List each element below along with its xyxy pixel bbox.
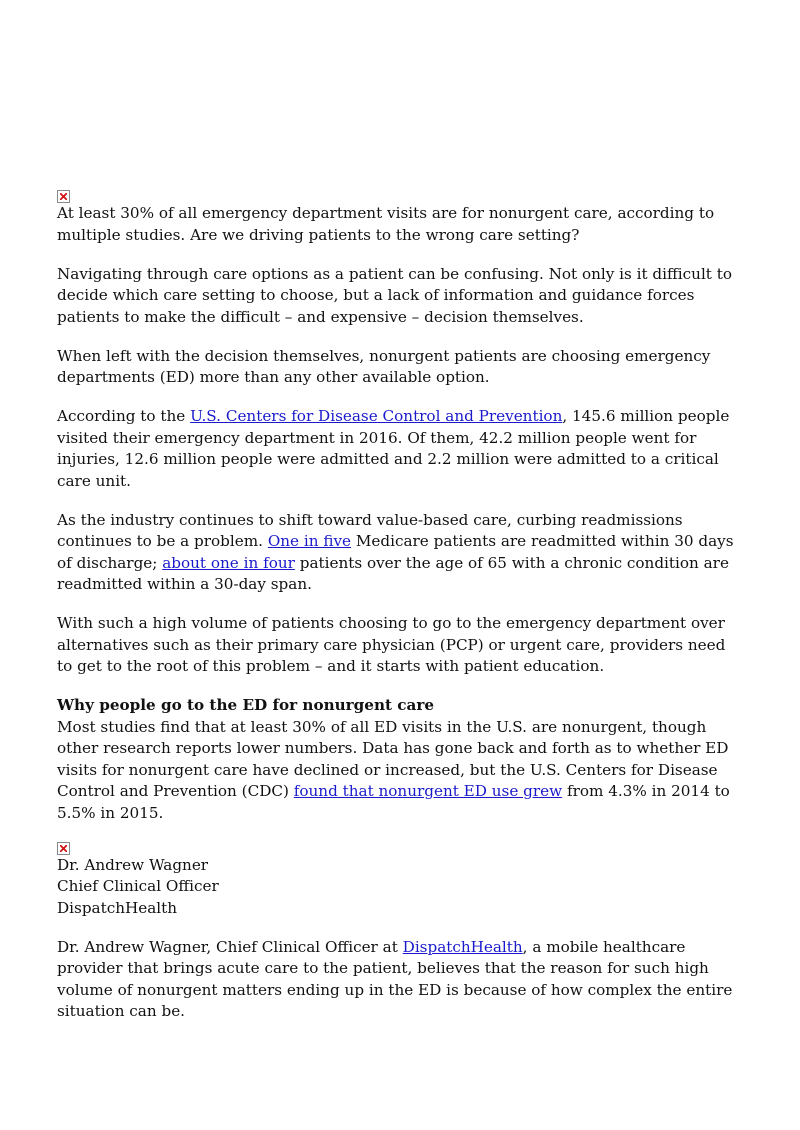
paragraph-studies	[57, 717, 737, 825]
signature-block	[57, 855, 737, 920]
article-body	[57, 190, 737, 1040]
text-span: , 145.6 million people visited their emergency department in 2016. Of them, 42.2 million people went for injuries, 12.6 million people were admitted and 2.2 million were admitted to a critical care unit.	[57, 407, 730, 490]
one-in-five-link[interactable]: One in five	[267, 532, 352, 550]
text-span: Medicare patients are readmitted within 30 days of discharge;	[57, 532, 734, 572]
paragraph-readmissions	[57, 510, 737, 596]
signature-name: Dr. Andrew Wagner	[57, 855, 209, 874]
paragraph-navigating: Navigating through care options as a patient can be confusing. Not only is it difficult to decide which care setting to choose, but a lack of information and guidance forces patients to make the difficult – and expensive – decision themselves.	[57, 264, 732, 326]
cdc-link[interactable]: U.S. Centers for Disease Control and Prevention	[190, 407, 563, 425]
text-span: from 4.3% in 2014 to 5.5% in 2015.	[57, 782, 730, 822]
signature-company: DispatchHealth	[57, 898, 178, 917]
signature-title: Chief Clinical Officer	[57, 877, 219, 895]
text-span: , a mobile healthcare provider that brings acute care to the patient, believes that the reason for such high volume of nonurgent matters ending up in the ED is because of how complex the entire situation can be.	[57, 937, 733, 1020]
dispatchhealth-link[interactable]: DispatchHealth	[402, 937, 523, 956]
paragraph-high-volume: With such a high volume of patients choosing to go to the emergency department over alternatives such as their primary care physician (PCP) or urgent care, providers need to get to the root of this problem – and it starts with patient education.	[57, 614, 726, 675]
broken-image-icon	[57, 842, 70, 855]
text-span: Dr. Andrew Wagner, Chief Clinical Officer at	[57, 937, 403, 956]
text-span: As the industry continues to shift toward value-based care, curbing readmissions continues to be a problem.	[57, 510, 683, 550]
text-span: According to the	[57, 407, 191, 425]
paragraph-left-with-decision: When left with the decision themselves, nonurgent patients are choosing emergency departments (ED) more than any other available option.	[57, 346, 711, 386]
paragraph-intro: At least 30% of all emergency department visits are for nonurgent care, according to multiple studies. Are we driving patients to the wrong care setting?	[57, 204, 715, 244]
paragraph-wagner	[57, 937, 737, 1023]
paragraph-cdc-stats	[57, 406, 737, 492]
one-in-four-link[interactable]: about one in four	[162, 553, 295, 572]
text-span: Most studies find that at least 30% of all ED visits in the U.S. are nonurgent, though other research reports lower numbers. Data has gone back and forth as to whether ED visits for nonurgent care have declined or increased, but the U.S. Centers for Disease Control and Prevention (CDC)	[57, 717, 729, 800]
text-span: patients over the age of 65 with a chronic condition are readmitted within a 30-day span.	[57, 553, 729, 593]
nonurgent-ed-use-link[interactable]: found that nonurgent ED use grew	[293, 782, 563, 800]
broken-image-icon	[57, 190, 70, 203]
section-heading: Why people go to the ED for nonurgent care	[57, 696, 435, 714]
